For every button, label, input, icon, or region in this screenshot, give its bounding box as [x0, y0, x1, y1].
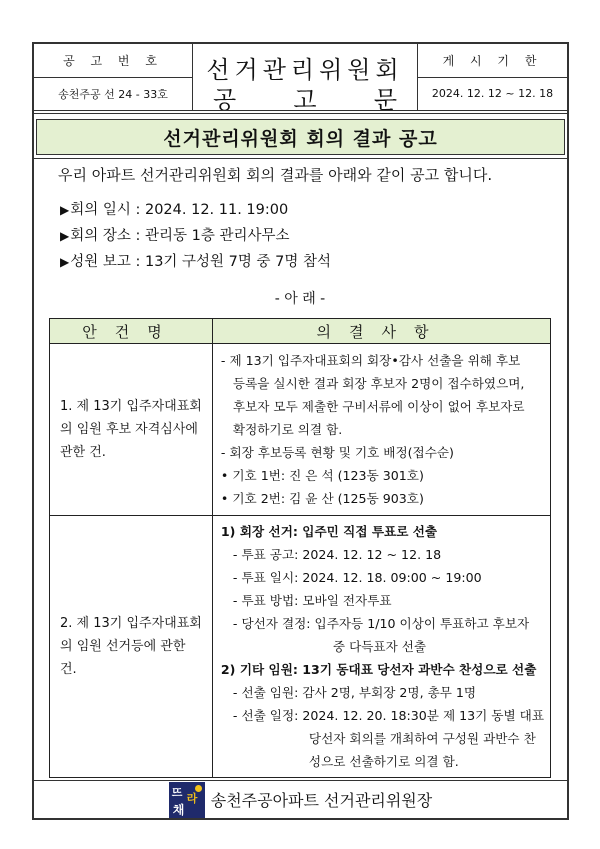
table-header-row [50, 319, 551, 344]
posting-period-label: 게 시 기 한 [418, 44, 567, 78]
logo-char: 라 [186, 791, 198, 805]
column-header-resolution: 의결사항 [212, 319, 550, 344]
resolution-table [49, 318, 551, 778]
divider [34, 110, 567, 111]
resolution-line: - 선출 일정: 2024. 12. 20. 18:30분 제 13기 동별 대표 [232, 708, 544, 723]
candidate-line: • 기호 2번: 김 윤 산 (125동 903호) [220, 491, 424, 506]
intro-text: 우리 아파트 선거관리위원회 회의 결과를 아래와 같이 공고 합니다. [58, 166, 493, 184]
logo-char: 뜨 [171, 785, 183, 799]
resolution-line: - 회장 후보등록 현황 및 기호 배정(접수순) [220, 445, 454, 460]
resolution-line: 중 다득표자 선출 [332, 639, 427, 654]
notice-number-label: 공 고 번 호 [34, 44, 192, 78]
candidate-line: • 기호 1번: 진 은 석 (123동 301호) [220, 468, 424, 483]
signature-block [34, 781, 567, 818]
agenda-item: 1. 제 13기 입주자대표회의 임원 후보 자격심사에 관한 건. [50, 344, 213, 516]
posting-period-cell [418, 44, 567, 110]
resolution-line: 등록을 실시한 결과 회장 후보자 2명이 접수하였으며, [232, 376, 525, 391]
notice-header [34, 44, 567, 114]
meeting-place [60, 224, 289, 245]
resolution-line: - 투표 공고: 2024. 12. 12 ~ 12. 18 [232, 547, 442, 562]
table-row [50, 516, 551, 778]
triangle-right-icon: ▶ [60, 255, 70, 269]
apartment-logo [169, 782, 205, 818]
agenda-item: 2. 제 13기 입주자대표회의 임원 선거등에 관한 건. [50, 516, 213, 778]
triangle-right-icon: ▶ [60, 203, 70, 217]
resolution-line: 확정하기로 의결 함. [232, 422, 343, 437]
org-title-cell [193, 44, 418, 114]
column-header-agenda: 안건명 [50, 319, 213, 344]
signature-name: 송천주공아파트 선거관리위원장 [210, 791, 433, 810]
notice-number-cell [34, 44, 193, 110]
resolution-line: - 투표 일시: 2024. 12. 18. 09:00 ~ 19:00 [232, 570, 482, 585]
notice-number: 송천주공 선 24 - 33호 [58, 87, 168, 101]
resolution-cell [212, 344, 550, 516]
divider [34, 158, 567, 159]
triangle-right-icon: ▶ [60, 229, 70, 243]
meeting-date [60, 198, 288, 219]
divider [34, 113, 567, 114]
meeting-quorum [60, 250, 331, 271]
section-marker: - 아 래 - [274, 291, 326, 307]
resolution-heading: 1) 회장 선거: 입주민 직접 투표로 선출 [220, 524, 438, 539]
resolution-cell [212, 516, 550, 778]
resolution-heading: 2) 기타 임원: 13기 동대표 당선자 과반수 찬성으로 선출 [220, 662, 537, 677]
resolution-line: 당선자 회의를 개최하여 구성원 과반수 찬 [308, 731, 536, 746]
posting-period: 2024. 12. 12 ~ 12. 18 [431, 87, 554, 100]
page-title: 선거관리위원회 회의 결과 공고 [36, 119, 565, 155]
doc-type-char: 고 [293, 86, 317, 114]
resolution-line: - 투표 방법: 모바일 전자투표 [232, 593, 392, 608]
resolution-line: 후보자 모두 제출한 구비서류에 이상이 없어 후보자로 [232, 399, 525, 414]
resolution-line: - 선출 임원: 감사 2명, 부회장 2명, 총무 1명 [232, 685, 477, 700]
resolution-line: - 제 13기 입주자대표회의 회장•감사 선출을 위해 후보 [220, 353, 521, 368]
resolution-line: - 당선자 결정: 입주자등 1/10 이상이 투표하고 후보자 [232, 616, 530, 631]
meeting-quorum-text: 성원 보고 : 13기 구성원 7명 중 7명 참석 [70, 254, 331, 270]
meeting-date-text: 회의 일시 : 2024. 12. 11. 19:00 [70, 202, 289, 218]
flower-icon [195, 785, 202, 792]
doc-type-char: 공 [213, 86, 237, 114]
meeting-place-text: 회의 장소 : 관리동 1층 관리사무소 [70, 228, 290, 244]
org-title: 선거관리위원회 [206, 56, 404, 84]
table-row [50, 344, 551, 516]
logo-char: 채 [172, 802, 185, 817]
resolution-line: 성으로 선출하기로 의결 함. [308, 754, 459, 769]
doc-type-char: 문 [373, 86, 397, 114]
